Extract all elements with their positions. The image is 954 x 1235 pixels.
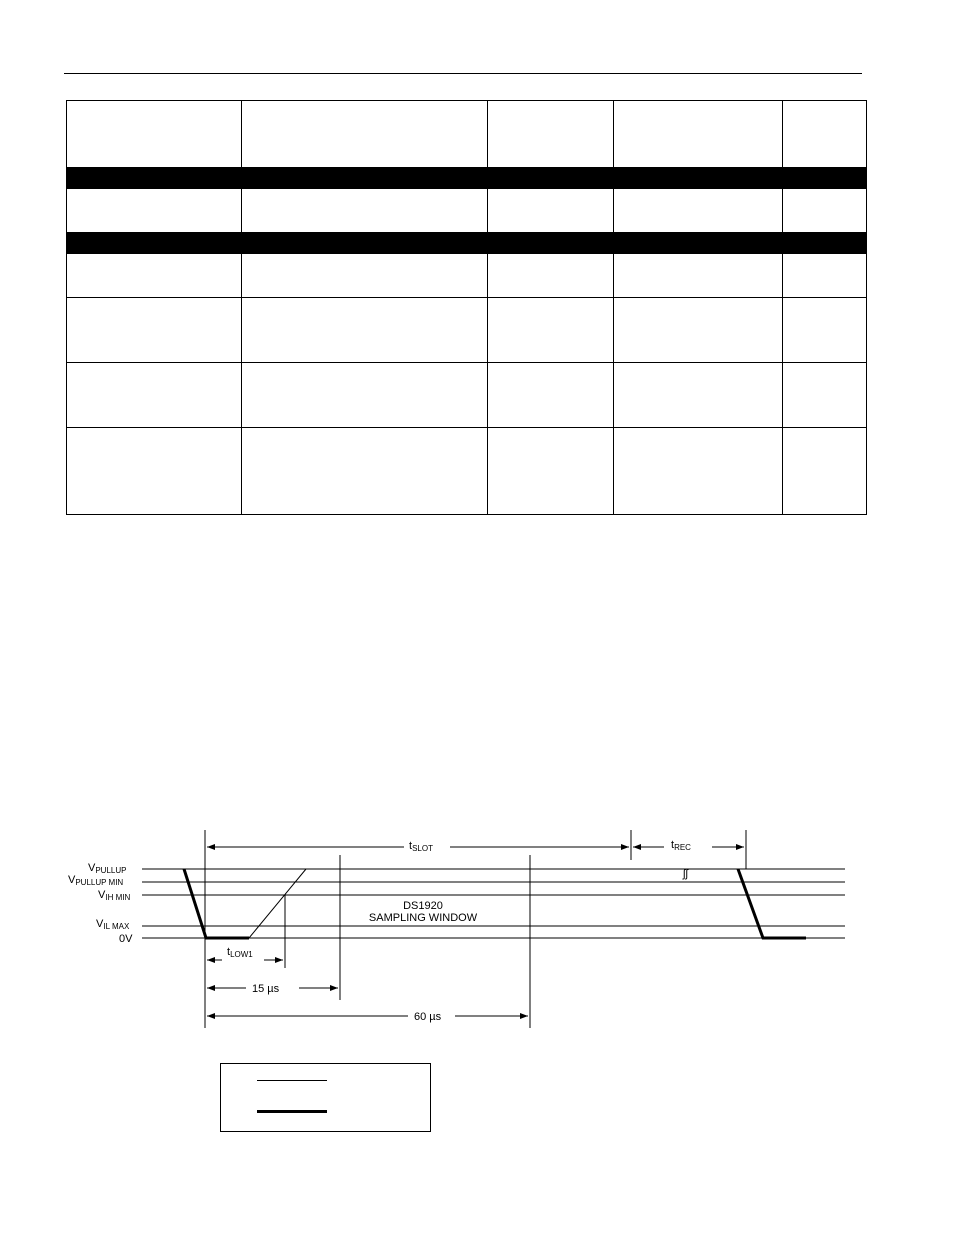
tlow1-label: tLOW1: [227, 946, 253, 959]
line-style-legend: [220, 1063, 431, 1132]
legend-thick-line: [257, 1110, 327, 1113]
vpullup-label: VPULLUP: [88, 862, 127, 875]
window-label-line2: SAMPLING WINDOW: [368, 912, 478, 924]
zero-volt-label: 0V: [119, 933, 133, 945]
break-mark: ʃʃ: [683, 868, 688, 880]
t15-label: 15 µs: [252, 983, 280, 995]
vih-min-label: VIH MIN: [98, 889, 131, 902]
timing-markers: [205, 830, 746, 1028]
vpullup-min-label: VPULLUP MIN: [68, 874, 124, 887]
trec-label: tREC: [671, 839, 691, 852]
tslot-label: tSLOT: [409, 840, 433, 853]
legend-thin-line: [257, 1080, 327, 1081]
t60-label: 60 µs: [414, 1011, 442, 1023]
pullup-waveform: [249, 869, 306, 938]
window-label-line1: DS1920: [403, 900, 443, 912]
voltage-level-lines: [142, 869, 845, 938]
vil-max-label: VIL MAX: [96, 918, 130, 931]
master-pulldown-waveform: [184, 869, 249, 938]
next-slot-waveform: [738, 869, 806, 938]
